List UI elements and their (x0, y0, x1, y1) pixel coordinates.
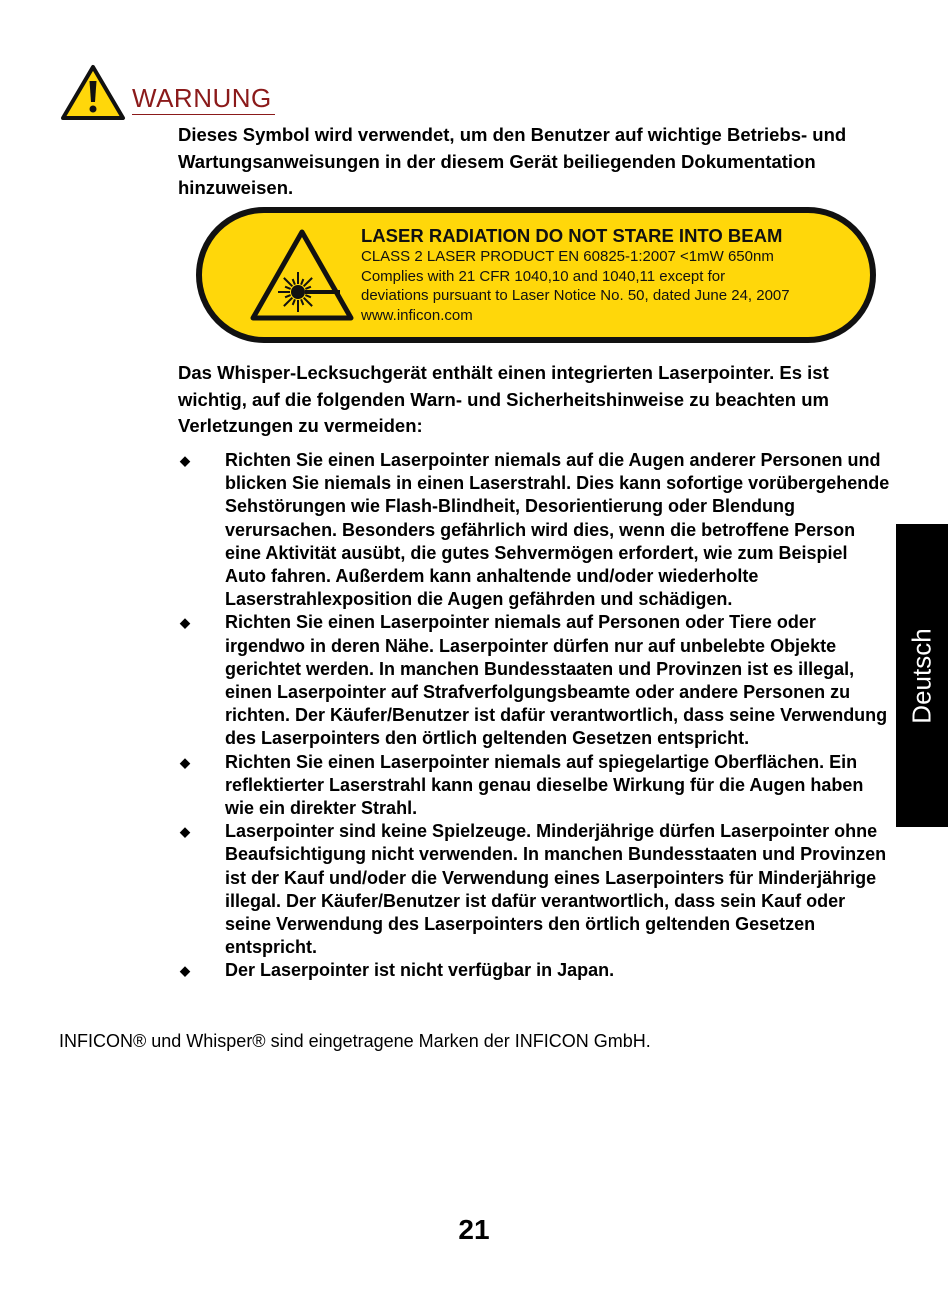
bullet-text: Der Laserpointer ist nicht verfügbar in Japan. (225, 960, 615, 981)
side-tab-label: Deutsch (906, 627, 937, 724)
bullet-icon: ◆ (180, 453, 190, 468)
bullet-text: Richten Sie einen Laserpointer niemals auf Personen oder Tiere oder irgendwo in deren Nähe. Laserpointer dürfen nur auf unbelebte Objekte gerichtet werden. In manchen Bundesstaaten und Provinzen ist es illegal, einen Laserpointer auf Strafverfolgungsbeamte oder andere Personen zu richten. Der Käufer/Benutzer ist dafür verantwortlich, dass seine Verwendung des Laserpointers den örtlich geltenden Gesetzen entspricht. (225, 612, 888, 749)
bullet-icon: ◆ (180, 615, 190, 631)
list-item (178, 751, 890, 821)
laser-hazard-icon (248, 226, 356, 324)
laser-label-class: CLASS 2 LASER PRODUCT EN 60825-1:2007 <1mW 650nm (361, 248, 774, 265)
trademark-notice: INFICON® und Whisper® sind eingetragene Marken der INFICON GmbH. (59, 1031, 651, 1051)
bullet-text: Laserpointer sind keine Spielzeuge. Minderjährige dürfen Laserpointer ohne Beaufsichtigung nicht verwenden. In manchen Bundesstaaten und Provinzen ist der Kauf und/oder die Verwendung eines Laserpointers für Minderjährige illegal. Der Käufer/Benutzer ist dafür verantwortlich, dass sein Kauf oder seine Verwendung des Laserpointers den örtlich geltenden Gesetzen entspricht. (225, 821, 887, 958)
bullet-icon: ◆ (180, 824, 190, 840)
list-item (178, 449, 890, 611)
laser-label-url: www.inficon.com (361, 306, 473, 324)
bullet-icon: ◆ (180, 754, 190, 770)
safety-bullet-list (178, 449, 890, 983)
list-item (178, 959, 890, 982)
list-item (178, 611, 890, 750)
warning-description: Dieses Symbol wird verwendet, um den Benutzer auf wichtige Betriebs- und Wartungsanweisungen in der diesem Gerät beiliegenden Dokumentation hinzuweisen. (178, 124, 847, 198)
page-number: 21 (458, 1214, 490, 1245)
laser-label-heading: LASER RADIATION DO NOT STARE INTO BEAM (361, 225, 783, 246)
laser-label-text (361, 225, 861, 325)
bullet-text: Richten Sie einen Laserpointer niemals auf die Augen anderer Personen und blicken Sie niemals in einen Laserstrahl. Dies kann sofortige vorübergehende Sehstörungen wie Flash-Blindheit, Desorientierung oder Blendung verursachen. Besonders gefährlich wird dies, wenn die betroffene Person eine Aktivität ausübt, die gutes Sehvermögen erfordert, wie zum Beispiel Auto fahren. Außerdem kann anhaltende und/oder wiederholte Laserstrahlexposition die Augen gefährden und schädigen. (225, 450, 890, 610)
list-item (178, 820, 890, 959)
bullet-text: Richten Sie einen Laserpointer niemals auf spiegelartige Oberflächen. Ein reflektierter Laserstrahl kann genau dieselbe Wirkung für die Augen haben wie ein direkter Strahl. (225, 751, 864, 819)
laser-label-compliance: Complies with 21 CFR 1040,10 and 1040,11 except for (361, 267, 726, 285)
bullet-icon: ◆ (180, 963, 190, 979)
laser-label-deviations: deviations pursuant to Laser Notice No. 50, dated June 24, 2007 (361, 287, 790, 304)
warning-triangle-icon (60, 64, 126, 122)
warning-title: WARNUNG (132, 82, 275, 115)
laser-intro-paragraph: Das Whisper-Lecksuchgerät enthält einen integrierten Laserpointer. Es ist wichtig, auf die folgenden Warn- und Sicherheitshinweise zu beachten um Verletzungen zu vermeiden: (178, 362, 829, 436)
language-side-tab (896, 524, 948, 827)
